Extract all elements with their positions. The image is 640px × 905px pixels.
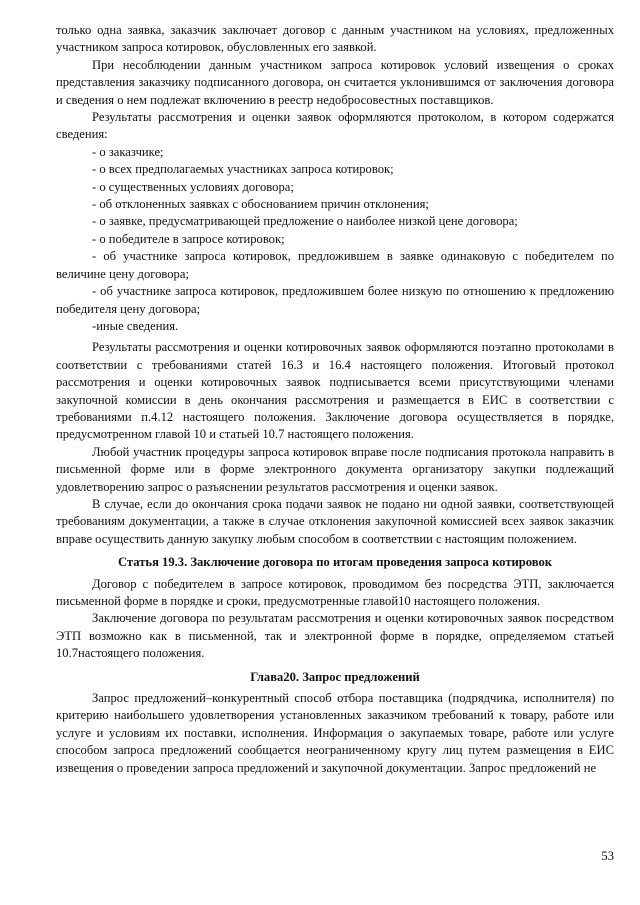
list-item: - о победителе в запросе котировок; bbox=[92, 231, 285, 246]
paragraph: Результаты рассмотрения и оценки заявок оформляются протоколом, в котором содержатся сведения: bbox=[56, 110, 614, 142]
list-item: - об отклоненных заявках с обоснованием причин отклонения; bbox=[92, 197, 429, 212]
paragraph: При несоблюдении данным участником запроса котировок условий извещения о сроках представления заказчику подписанного договора, он считается уклонившимся от заключения договора и сведения о нем подлежат включению в реестр недобросовестных поставщиков. bbox=[56, 57, 614, 107]
paragraph: только одна заявка, заказчик заключает договор с данным участником на условиях, предложенных участником запроса котировок, обусловленных его заявкой. bbox=[56, 23, 614, 55]
list-item: - об участнике запроса котировок, предложившем в заявке одинаковую с победителем по величине цену договора; bbox=[56, 249, 614, 281]
list-item: - о всех предполагаемых участниках запроса котировок; bbox=[92, 162, 394, 177]
chapter-heading: Глава20. Запрос предложений bbox=[250, 669, 420, 684]
paragraph: Договор с победителем в запросе котировок, проводимом без посредства ЭТП, заключается письменной форме в порядке и сроки, предусмотренные главой10 настоящего положения. bbox=[56, 576, 614, 608]
list-item: - о заказчике; bbox=[92, 144, 164, 159]
list-item: -иные сведения. bbox=[92, 318, 179, 333]
page-number: 53 bbox=[601, 849, 614, 863]
paragraph: Результаты рассмотрения и оценки котировочных заявок оформляются поэтапно протоколами в соответствии с требованиями статей 16.3 и 16.4 настоящего положения. Итоговый протокол рассмотрения и оценки котировочных заявок подписывается всеми присутствующими членами закупочной комиссии в день окончания рассмотрения и размещается в ЕИС в соответствии с требованиями п.4.12 настоящего положения. Заключение договора осуществляется в порядке, предусмотренном главой 10 и статьей 10.7 настоящего положения. bbox=[56, 340, 614, 442]
paragraph: Любой участник процедуры запроса котировок вправе после подписания протокола направить в письменной форме или в форме электронного документа организатору закупки подлежащий удовлетворению запрос о разъяснении результатов рассмотрения и оценки заявок. bbox=[56, 444, 614, 494]
paragraph: Заключение договора по результатам рассмотрения и оценки котировочных заявок посредством ЭТП возможно как в письменной, так и электронной форме в порядке, определяемом статьей 10.7настоящего положения. bbox=[56, 611, 614, 661]
document-page bbox=[56, 22, 614, 777]
list-item: - о существенных условиях договора; bbox=[92, 179, 294, 194]
list-item: - о заявке, предусматривающей предложение о наиболее низкой цене договора; bbox=[92, 214, 518, 229]
paragraph: Запрос предложений–конкурентный способ отбора поставщика (подрядчика, исполнителя) по критерию наибольшего удовлетворения установленных заказчиком требований к товару, работе или услуге и условиям их поставки, исполнения. Информация о закупаемых товаре, работе или услуге способом запроса предложений сообщается неограниченному кругу лиц путем размещения в ЕИС извещения о проведении запроса предложений и закупочной документации. Запрос предложений не bbox=[56, 691, 614, 775]
paragraph: В случае, если до окончания срока подачи заявок не подано ни одной заявки, соответствующей требованиям документации, а также в случае отклонения закупочной комиссией всех заявок заказчик вправе осуществить данную закупку любым способом в соответствии с настоящим положением. bbox=[56, 496, 614, 546]
list-item: - об участнике запроса котировок, предложившем более низкую по отношению к предложению победителя цену договора; bbox=[56, 284, 614, 316]
article-heading: Статья 19.3. Заключение договора по итогам проведения запроса котировок bbox=[117, 555, 553, 570]
